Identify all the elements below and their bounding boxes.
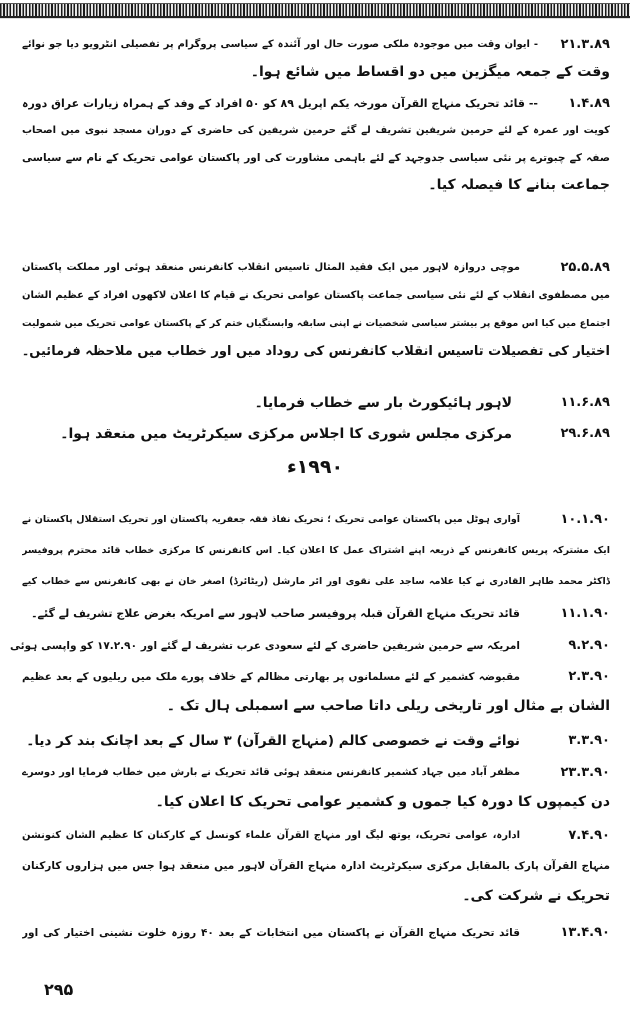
entry-text-line: آواری ہوٹل میں پاکستان عوامی تحریک ؛ تحریک نفاذ فقہ جعفریہ پاکستان اور تحریک استقلال پاکستان نے (22, 514, 520, 525)
entry-text-line: امریکہ سے حرمین شریفین حاضری کے لئے سعودی عرب تشریف لے گئے اور ۱۷.۲.۹۰ کو واپسی ہوئی (10, 640, 520, 652)
header-rule (0, 18, 630, 19)
entry-text-line: قائد تحریک منہاج القرآن نے پاکستان میں انتخابات کے بعد ۴۰ روزہ خلوت نشینی اختیار کی اور (22, 927, 520, 939)
entry-text-line: نوائے وقت نے خصوصی کالم (منہاج القرآن) ۳ سال کے بعد اچانک بند کر دیا۔ (26, 733, 520, 749)
entry-text-line: میں مصطفوی انقلاب کے لئے نئی سیاسی جماعت پاکستان عوامی تحریک نے قیام کا اعلان لاکھوں افراد کے عظیم الشان (22, 290, 610, 301)
entry-text-line: مظفر آباد میں جہاد کشمیر کانفرنس منعقد ہوئی قائد تحریک نے بارش میں خطاب فرمایا اور دوسرے (22, 767, 520, 778)
entry-date: ۱.۴.۸۹ (568, 96, 610, 111)
entry-text-line: کویت اور عمرہ کے لئے حرمین شریفین تشریف لے گئے حرمین شریفین کی حاضری کے دوران مسجد نبوی میں اصحاب (22, 125, 610, 136)
entry-date: ۲۵.۵.۸۹ (560, 260, 610, 275)
entry-date: ۱۱.۶.۸۹ (560, 395, 610, 410)
entry-text-line: تحریک نے شرکت کی۔ (462, 888, 610, 904)
entry-text-line: -- قائد تحریک منہاج القرآن مورخہ یکم اپریل ۸۹ کو ۵۰ افراد کے وفد کے ہمراہ زیارات عراق دورہ (22, 97, 538, 110)
entry-date: ۷.۴.۹۰ (568, 828, 610, 843)
entry-text-line: دن کیمپوں کا دورہ کیا جموں و کشمیر عوامی تحریک کا اعلان کیا۔ (155, 794, 610, 810)
entry-text-line: صفہ کے چبوترے پر نئی سیاسی جدوجہد کے لئے باہمی مشاورت کی اور پاکستان عوامی تحریک کے نام سے سیاسی (22, 152, 610, 164)
page-number: ۲۹۵ (44, 980, 74, 999)
entry-text-line: قائد تحریک منہاج القرآن قبلہ پروفیسر صاحب لاہور سے امریکہ بغرض علاج تشریف لے گئے۔ (31, 607, 520, 620)
entry-text-line: ادارہ، عوامی تحریک، یوتھ لیگ اور منہاج القرآن علماء کونسل کے کارکنان کا عظیم الشان کنونشن (22, 830, 520, 841)
entry-date: ۱۰.۱.۹۰ (560, 512, 610, 527)
entry-text-line: - ایوان وقت میں موجودہ ملکی صورت حال اور آئندہ کے سیاسی پروگرام پر تفصیلی انٹرویو دیا جو نوائے (22, 39, 538, 50)
entry-date: ۲۱.۳.۸۹ (560, 37, 610, 52)
entry-date: ۱۱.۱.۹۰ (560, 606, 610, 621)
decorative-header-band (0, 3, 630, 18)
entry-text-line: وقت کے جمعہ میگزین میں دو اقساط میں شائع ہوا۔ (250, 64, 610, 80)
entry-text-line: الشان بے مثال اور تاریخی ریلی داتا صاحب سے اسمبلی ہال تک ۔ (166, 698, 610, 714)
entry-text-line: لاہور ہائیکورٹ بار سے خطاب فرمایا۔ (254, 395, 512, 411)
entry-date: ۹.۲.۹۰ (568, 638, 610, 653)
entry-text-line: جماعت بنانے کا فیصلہ کیا۔ (428, 177, 610, 193)
entry-text-line: اجتماع میں کیا اس موقع پر بیشتر سیاسی شخصیات نے اپنی سابقہ وابستگیاں ختم کر کے پاکستان عوامی تحریک میں شمولیت (22, 318, 610, 329)
entry-date: ۲.۳.۹۰ (568, 669, 610, 684)
entry-text-line: مرکزی مجلس شوری کا اجلاس مرکزی سیکرٹریٹ میں منعقد ہوا۔ (60, 426, 512, 442)
entry-text-line: ایک مشترکہ پریس کانفرنس کے ذریعہ اپنے اشتراک عمل کا اعلان کیا۔ اس کانفرنس کا مرکزی خطاب قائد محترم پروفیسر (22, 545, 610, 556)
year-heading: ۱۹۹۰ء (286, 456, 344, 478)
entry-text-line: مقبوضہ کشمیر کے لئے مسلمانوں پر بھارتی مظالم کے خلاف پورے ملک میں ریلیوں کے بعد عظیم (22, 671, 520, 683)
entry-text-line: منہاج القرآن پارک بالمقابل مرکزی سیکرٹریٹ ادارہ منہاج القرآن لاہور میں منعقد ہوا جس میں ہزاروں کارکنان (22, 860, 610, 872)
entry-text-line: اختیار کی تفصیلات تاسیس انقلاب کانفرنس کی روداد میں اور خطاب میں ملاحظہ فرمائیں۔ (21, 344, 610, 359)
entry-text-line: موچی دروازہ لاہور میں ایک فقید المثال تاسیس انقلاب کانفرنس منعقد ہوئی اور مملکت پاکستان (22, 262, 520, 273)
entry-date: ۱۳.۴.۹۰ (560, 925, 610, 940)
entry-date: ۲۳.۳.۹۰ (560, 765, 610, 780)
entry-date: ۲۹.۶.۸۹ (560, 426, 610, 441)
entry-text-line: ڈاکٹر محمد طاہر القادری نے کیا علامہ ساجد علی نقوی اور ائر مارشل (ریٹائرڈ) اصغر خان نے بھی کانفرنس سے خطاب کیے (22, 576, 610, 587)
entry-date: ۳.۳.۹۰ (568, 733, 610, 748)
